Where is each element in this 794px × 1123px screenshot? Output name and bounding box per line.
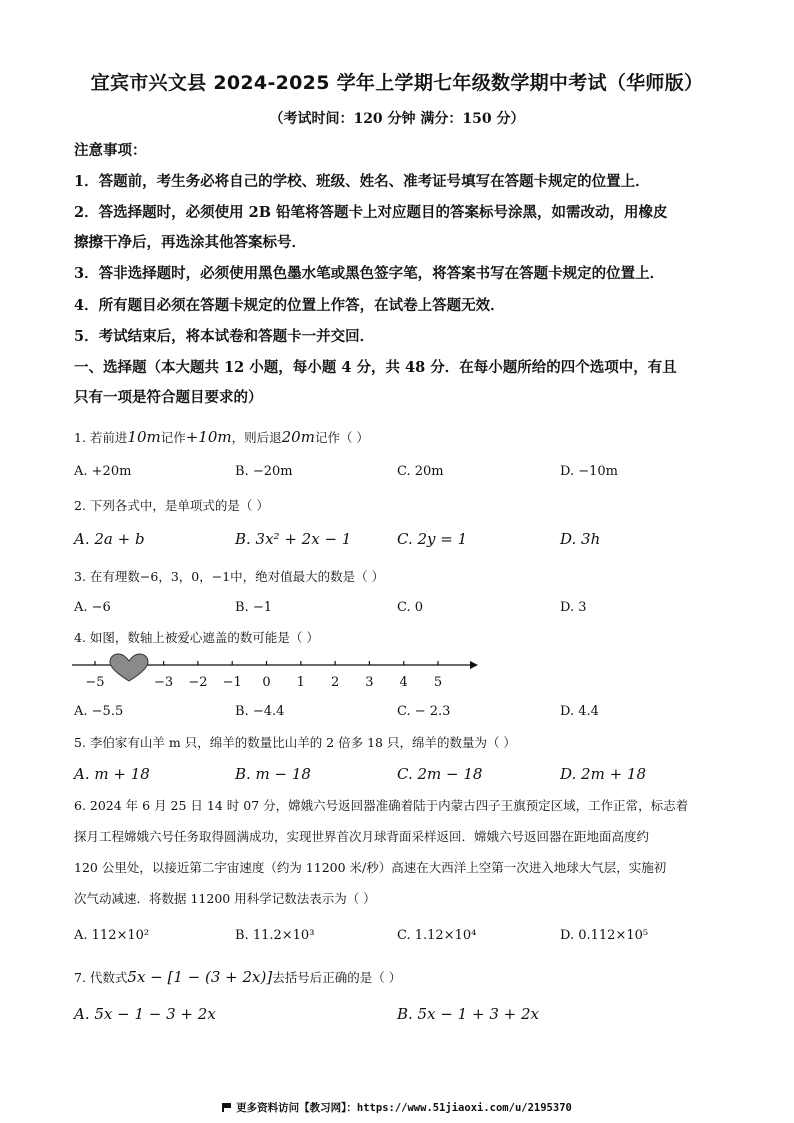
exam-subtitle: （考试时间：120 分钟 满分：150 分） <box>269 111 525 127</box>
question-2-option-a: A. 2a + b <box>74 530 145 548</box>
question-2-option-b: B. 3x² + 2x − 1 <box>235 530 352 548</box>
footer-link[interactable]: 更多资料访问【教习网】：https://www.51jiaoxi.com/u/2195370 <box>0 1100 794 1115</box>
number-line <box>70 652 480 696</box>
exam-title: 宜宾市兴文县 2024-2025 学年上学期七年级数学期中考试（华师版） <box>90 72 704 94</box>
question-2-stem: 2. 下列各式中，是单项式的是（ ） <box>74 498 269 513</box>
question-4-stem: 4. 如图，数轴上被爱心遮盖的数可能是（ ） <box>74 630 319 645</box>
question-4-option-c: C. − 2.3 <box>397 704 451 719</box>
number-line-tick-label: 2 <box>330 675 340 690</box>
question-1-option-c: C. 20m <box>397 464 444 479</box>
question-6-option-b: B. 11.2×10³ <box>235 928 315 943</box>
question-3-option-d: D. 3 <box>560 600 587 615</box>
question-1-stem: 1. 若前进10m记作+10m，则后退20m记作（ ） <box>74 428 369 446</box>
heart-icon <box>110 654 148 681</box>
question-3-option-b: B. −1 <box>235 600 272 615</box>
question-3-option-c: C. 0 <box>397 600 424 615</box>
note-2a: 2．答选择题时，必须使用 2B 铅笔将答题卡上对应题目的答案标号涂黑，如需改动，用橡皮 <box>74 204 668 221</box>
number-line-tick-label: −1 <box>222 675 242 690</box>
number-line-tick-label: 4 <box>399 675 408 690</box>
note-5: 5．考试结束后，将本试卷和答题卡一并交回． <box>74 328 375 345</box>
note-2b: 擦擦干净后，再选涂其他答案标号． <box>74 234 306 251</box>
question-6-line-2: 探月工程嫦娥六号任务取得圆满成功，实现世界首次月球背面采样返回．嫦娥六号返回器在距地面高度约 <box>74 829 650 844</box>
question-2-option-d: D. 3h <box>560 530 601 548</box>
number-line-arrow <box>470 661 478 669</box>
question-4-option-d: D. 4.4 <box>560 704 599 719</box>
question-6-option-a: A. 112×10² <box>74 928 150 943</box>
number-line-tick-label: −3 <box>154 675 174 690</box>
flag-icon <box>222 1103 232 1112</box>
question-6-option-c: C. 1.12×10⁴ <box>397 928 477 943</box>
question-7-option-a: A. 5x − 1 − 3 + 2x <box>74 1005 216 1023</box>
number-line-tick-label: −5 <box>85 675 105 690</box>
question-5-stem: 5. 李伯家有山羊 m 只，绵羊的数量比山羊的 2 倍多 18 只，绵羊的数量为（ ） <box>74 735 516 750</box>
number-line-tick-label: 5 <box>433 675 443 690</box>
question-1-option-a: A. +20m <box>74 464 132 479</box>
question-3-stem: 3. 在有理数−6，3，0，−1中，绝对值最大的数是（ ） <box>74 569 385 584</box>
question-5-option-d: D. 2m + 18 <box>560 765 646 783</box>
question-5-option-b: B. m − 18 <box>235 765 311 783</box>
number-line-tick-label: 3 <box>365 675 374 690</box>
section1-line1: 一、选择题（本大题共 12 小题，每小题 4 分，共 48 分．在每小题所给的四个选项中，有且 <box>74 359 677 376</box>
note-1: 1．答题前，考生务必将自己的学校、班级、姓名、准考证号填写在答题卡规定的位置上． <box>74 173 650 190</box>
number-line-tick-label: −2 <box>188 675 208 690</box>
question-1-option-d: D. −10m <box>560 464 618 479</box>
number-line-tick-label: 0 <box>262 675 271 690</box>
question-5-option-a: A. m + 18 <box>74 765 150 783</box>
question-4-option-b: B. −4.4 <box>235 704 285 719</box>
question-7-option-b: B. 5x − 1 + 3 + 2x <box>397 1005 539 1023</box>
note-3: 3．答非选择题时，必须使用黑色墨水笔或黑色签字笔，将答案书写在答题卡规定的位置上． <box>74 265 665 282</box>
question-2-option-c: C. 2y = 1 <box>397 530 468 548</box>
question-6-line-3: 120 公里处，以接近第二宇宙速度（约为 11200 米/秒）高速在大西洋上空第一次进入地球大气层，实施初 <box>74 860 667 875</box>
question-4-option-a: A. −5.5 <box>74 704 124 719</box>
question-1-option-b: B. −20m <box>235 464 293 479</box>
question-5-option-c: C. 2m − 18 <box>397 765 483 783</box>
section1-line2: 只有一项是符合题目要求的） <box>74 389 263 406</box>
note-4: 4．所有题目必须在答题卡规定的位置上作答，在试卷上答题无效． <box>74 297 505 314</box>
question-6-line-4: 次气动减速．将数据 11200 用科学记数法表示为（ ） <box>74 891 376 906</box>
question-6-option-d: D. 0.112×10⁵ <box>560 928 649 943</box>
notes-heading: 注意事项： <box>74 142 147 159</box>
question-3-option-a: A. −6 <box>74 600 111 615</box>
number-line-tick-label: 1 <box>296 675 305 690</box>
question-7-stem: 7. 代数式5x − [1 − (3 + 2x)]去括号后正确的是（ ） <box>74 968 402 986</box>
question-6-line-1: 6. 2024 年 6 月 25 日 14 时 07 分，嫦娥六号返回器准确着陆于内蒙古四子王旗预定区域，工作正常，标志着 <box>74 798 689 813</box>
